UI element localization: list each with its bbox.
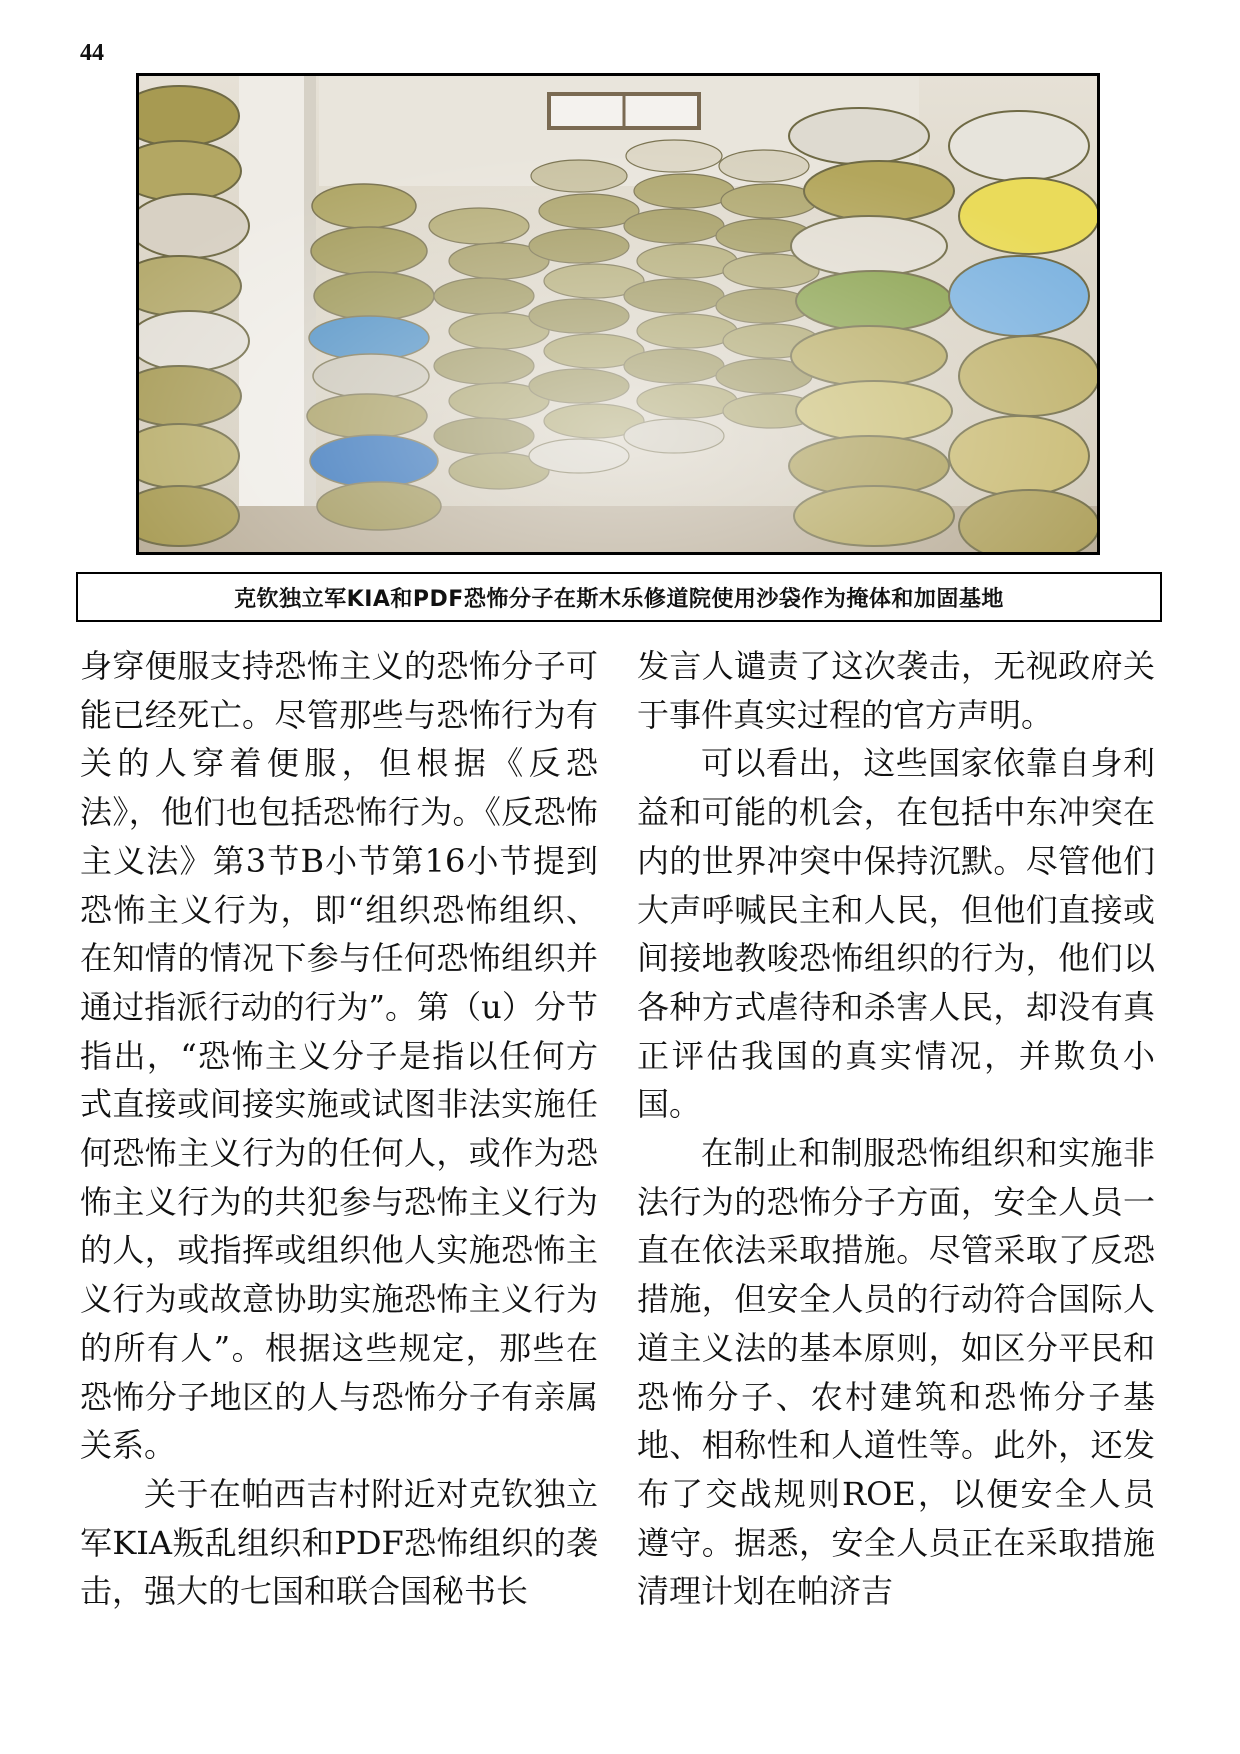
right-column (637, 642, 1155, 1616)
photo-sandbags-icon (139, 76, 1097, 552)
paragraph: 在制止和制服恐怖组织和实施非法行为的恐怖分子方面，安全人员一直在依法采取措施。尽管采取了反恐措施，但安全人员的行动符合国际人道主义法的基本原则，如区分平民和恐怖分子、农村建筑和恐怖分子基地、相称性和人道性等。此外，还发布了交战规则ROE，以便安全人员遵守。据悉，安全人员正在采取措施清理计划在帕济吉 (637, 1134, 1155, 1611)
left-column (80, 642, 598, 1616)
figure-caption: 克钦独立军KIA和PDF恐怖分子在斯木乐修道院使用沙袋作为掩体和加固基地 (234, 586, 1004, 612)
paragraph: 可以看出，这些国家依靠自身利益和可能的机会，在包括中东冲突在内的世界冲突中保持沉默。尽管他们大声呼喊民主和人民，但他们直接或间接地教唆恐怖组织的行为，他们以各种方式虐待和杀害人民，却没有真正评估我国的真实情况，并欺负小国。 (637, 744, 1155, 1124)
paragraph: 身穿便服支持恐怖主义的恐怖分子可能已经死亡。尽管那些与恐怖行为有关的人穿着便服，但根据《反恐法》，他们也包括恐怖行为。《反恐怖主义法》第3节B小节第16小节提到恐怖主义行为，即“组织恐怖组织、在知情的情况下参与任何恐怖组织并通过指派行动的行为”。第（u）分节指出，“恐怖主义分子是指以任何方式直接或间接实施或试图非法实施任何恐怖主义行为的任何人，或作为恐怖主义行为的共犯参与恐怖主义行为的人，或指挥或组织他人实施恐怖主义行为或故意协助实施恐怖主义行为的所有人”。根据这些规定，那些在恐怖分子地区的人与恐怖分子有亲属关系。 (80, 647, 598, 1465)
sandbag-photo (136, 73, 1100, 555)
figure-caption-box (76, 572, 1162, 622)
paragraph: 发言人谴责了这次袭击，无视政府关于事件真实过程的官方声明。 (637, 647, 1155, 734)
paragraph: 关于在帕西吉村附近对克钦独立军KIA叛乱组织和PDF恐怖组织的袭击，强大的七国和联合国秘书长 (80, 1474, 598, 1611)
page-number: 44 (80, 40, 104, 66)
